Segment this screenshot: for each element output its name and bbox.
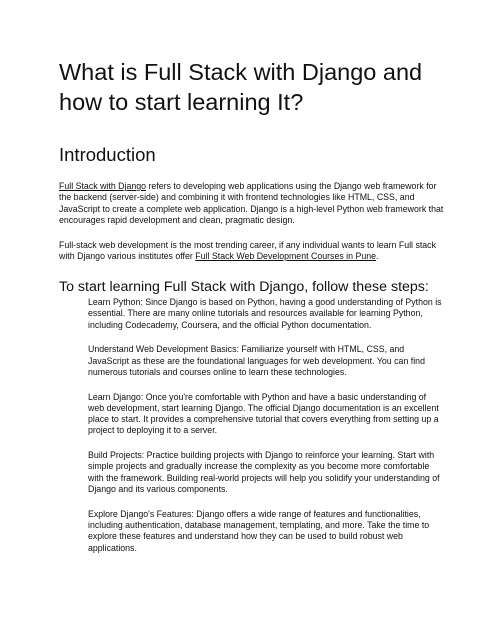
step-item: Learn Django: Once you're comfortable with Python and have a basic understanding of web development, start learning Django. The official Django documentation is an excellent place to start. It provides a comprehensive tutorial that covers everything from setting up a project to deploying it to a server. <box>88 391 439 436</box>
section-heading-steps: To start learning Full Stack with Django, follow these steps: <box>59 279 429 295</box>
intro-paragraph-2 <box>59 240 444 263</box>
intro-paragraph-1-text: refers to developing web applications using the Django web framework for the backend (server-side) and combining it with frontend technologies like HTML, CSS, and JavaScript to create a complete web application. Django is a high-level Python web framework that encourages rapid development and clean, pragmatic design. <box>59 181 444 225</box>
page-title: What is Full Stack with Django and how to start learning It? <box>59 59 423 115</box>
step-item: Learn Python: Since Django is based on Python, having a good understanding of Python is essential. There are many online tutorials and resources available for learning Python, including Codecademy, Coursera, and the official Python documentation. <box>88 297 442 330</box>
step-item: Build Projects: Practice building projects with Django to reinforce your learning. Start with simple projects and gradually increase the complexity as you become more comfortable with the framework. Building real-world projects will help you solidify your understanding of Django and its various components. <box>88 450 440 495</box>
full-stack-django-link[interactable]: Full Stack with Django <box>59 181 147 191</box>
step-item: Understand Web Development Basics: Familiarize yourself with HTML, CSS, and JavaScript as these are the foundational languages for web development. You can find numerous tutorials and courses online to learn these technologies. <box>88 344 425 377</box>
courses-in-pune-link[interactable]: Full Stack Web Development Courses in Pune <box>195 251 377 262</box>
intro-paragraph-2-end: . <box>376 251 379 262</box>
section-heading-introduction: Introduction <box>59 144 156 165</box>
step-item: Explore Django's Features: Django offers a wide range of features and functionalities, including authentication, database management, templating, and more. Take the time to explore these features and understand how they can be used to build robust web applications. <box>88 508 430 553</box>
intro-paragraph-1 <box>59 181 444 226</box>
intro-paragraph-2-text: Full-stack web development is the most trending career, if any individual wants to learn Full stack with Django various institutes offer <box>59 240 436 262</box>
steps-list <box>88 297 443 567</box>
